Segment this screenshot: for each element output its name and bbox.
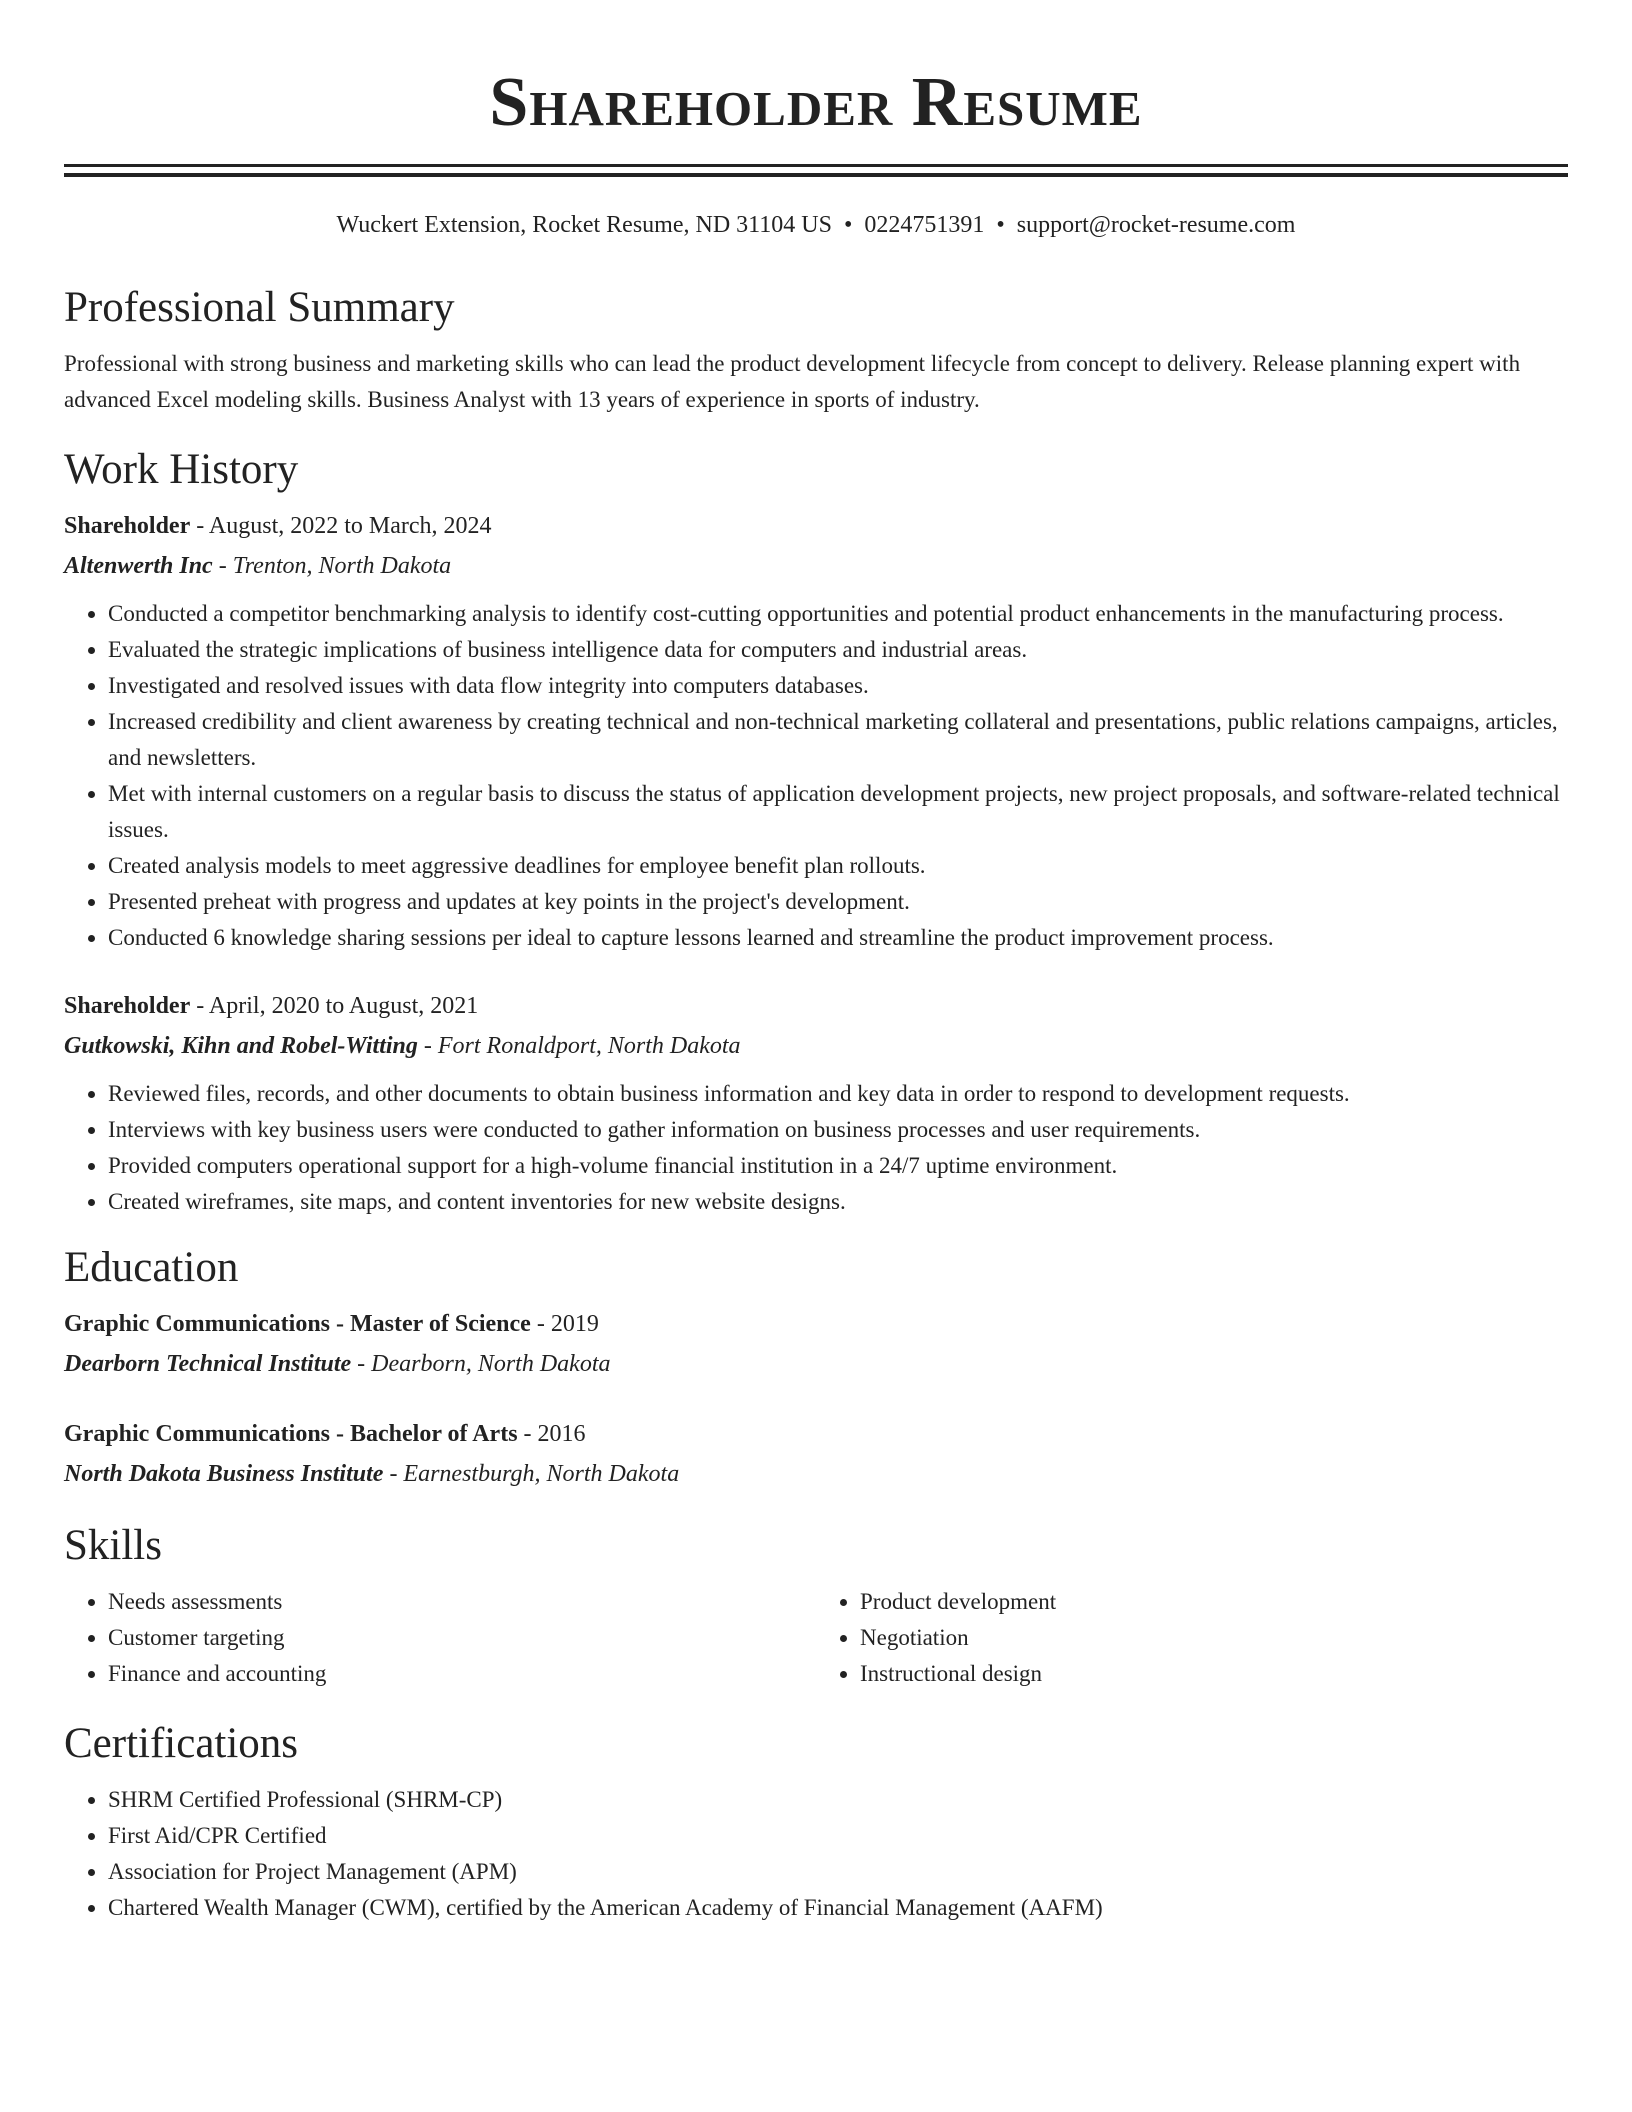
contact-separator: • (996, 212, 1005, 238)
job-bullet: • Met with internal customers on a regular basis to discuss the status of application development projects, new project proposals, and software-related technical issues. (108, 776, 1568, 848)
education-entry (64, 1304, 1568, 1384)
job-dates: - August, 2022 to March, 2024 (190, 513, 492, 539)
school-location: - Dearborn, North Dakota (351, 1351, 611, 1377)
job-title-line (64, 986, 1568, 1026)
job-bullet: • Created analysis models to meet aggressive deadlines for employee benefit plan rollouts. (108, 848, 1568, 884)
job-title: Shareholder (64, 513, 191, 539)
job-bullet: • Evaluated the strategic implications of business intelligence data for computers and industrial areas. (108, 632, 1568, 668)
job-bullet: • Interviews with key business users were conducted to gather information on business processes and user requirements. (108, 1112, 1568, 1148)
job-bullet: • Investigated and resolved issues with data flow integrity into computers databases. (108, 668, 1568, 704)
certification-list (64, 1782, 1568, 1926)
skills-heading: Skills (64, 1522, 162, 1569)
job-location: - Fort Ronaldport, North Dakota (417, 1033, 741, 1059)
contact-email: support@rocket-resume.com (1016, 212, 1296, 238)
job-company: Gutkowski, Kihn and Robel-Witting (64, 1033, 418, 1059)
contact-address: Wuckert Extension, Rocket Resume, ND 31104 US (336, 212, 832, 238)
degree-line (64, 1304, 1568, 1344)
skills-column-left (64, 1584, 816, 1692)
job-bullet: • Increased credibility and client awareness by creating technical and non-technical marketing collateral and presentations, public relations campaigns, articles, and newsletters. (108, 704, 1568, 776)
job-bullet: • Conducted a competitor benchmarking analysis to identify cost-cutting opportunities and potential product enhancements in the manufacturing process. (108, 596, 1568, 632)
job-bullet: • Reviewed files, records, and other documents to obtain business information and key data in order to respond to development requests. (108, 1076, 1568, 1112)
degree-year: - 2016 (517, 1421, 586, 1447)
job-entry (64, 506, 1568, 956)
school-location: - Earnestburgh, North Dakota (383, 1461, 680, 1487)
school-line (64, 1454, 1568, 1494)
page-title: Shareholder Resume (489, 64, 1143, 141)
skill-item: • Negotiation (860, 1620, 1568, 1656)
certification-item: • First Aid/CPR Certified (108, 1818, 1568, 1854)
job-bullets (64, 596, 1568, 956)
job-company: Altenwerth Inc (64, 553, 213, 579)
skill-item: • Product development (860, 1584, 1568, 1620)
work-history-heading: Work History (64, 446, 299, 493)
skill-item: • Needs assessments (108, 1584, 816, 1620)
education-heading: Education (64, 1244, 239, 1291)
certification-item: • Association for Project Management (APM) (108, 1854, 1568, 1890)
certification-item: • SHRM Certified Professional (SHRM-CP) (108, 1782, 1568, 1818)
degree-title: Graphic Communications - Master of Science (64, 1311, 531, 1337)
summary-text: Professional with strong business and marketing skills who can lead the product development lifecycle from concept to delivery. Release planning expert with advanced Excel modeling skills. Business Analyst with 13 years of experience in sports of industry. (64, 351, 1521, 412)
skill-item: • Finance and accounting (108, 1656, 816, 1692)
degree-year: - 2019 (530, 1311, 599, 1337)
job-dates: - April, 2020 to August, 2021 (190, 993, 479, 1019)
job-company-line (64, 1026, 1568, 1066)
summary-heading: Professional Summary (64, 284, 455, 331)
title-divider-bottom (64, 173, 1568, 177)
job-title: Shareholder (64, 993, 191, 1019)
certification-item: • Chartered Wealth Manager (CWM), certified by the American Academy of Financial Management (AAFM) (108, 1890, 1568, 1926)
job-bullet: • Provided computers operational support for a high-volume financial institution in a 24/7 uptime environment. (108, 1148, 1568, 1184)
title-divider-top (64, 164, 1568, 167)
degree-line (64, 1414, 1568, 1454)
skill-item: • Instructional design (860, 1656, 1568, 1692)
contact-separator: • (843, 212, 853, 238)
job-title-line (64, 506, 1568, 546)
school-line (64, 1344, 1568, 1384)
degree-title: Graphic Communications - Bachelor of Arts (64, 1421, 518, 1447)
certifications-heading: Certifications (64, 1720, 299, 1767)
job-entry (64, 986, 1568, 1220)
job-bullet: • Conducted 6 knowledge sharing sessions per ideal to capture lessons learned and streamline the product improvement process. (108, 920, 1568, 956)
contact-line (64, 210, 1568, 240)
job-location: - Trenton, North Dakota (212, 553, 452, 579)
job-bullet: • Created wireframes, site maps, and content inventories for new website designs. (108, 1184, 1568, 1220)
job-bullet: • Presented preheat with progress and updates at key points in the project's development. (108, 884, 1568, 920)
skill-item: • Customer targeting (108, 1620, 816, 1656)
job-bullets (64, 1076, 1568, 1220)
school-name: North Dakota Business Institute (64, 1461, 384, 1487)
skills-column-right (816, 1584, 1568, 1692)
skills-grid (64, 1584, 1568, 1692)
job-company-line (64, 546, 1568, 586)
school-name: Dearborn Technical Institute (64, 1351, 352, 1377)
contact-phone: 0224751391 (864, 212, 985, 238)
education-entry (64, 1414, 1568, 1494)
